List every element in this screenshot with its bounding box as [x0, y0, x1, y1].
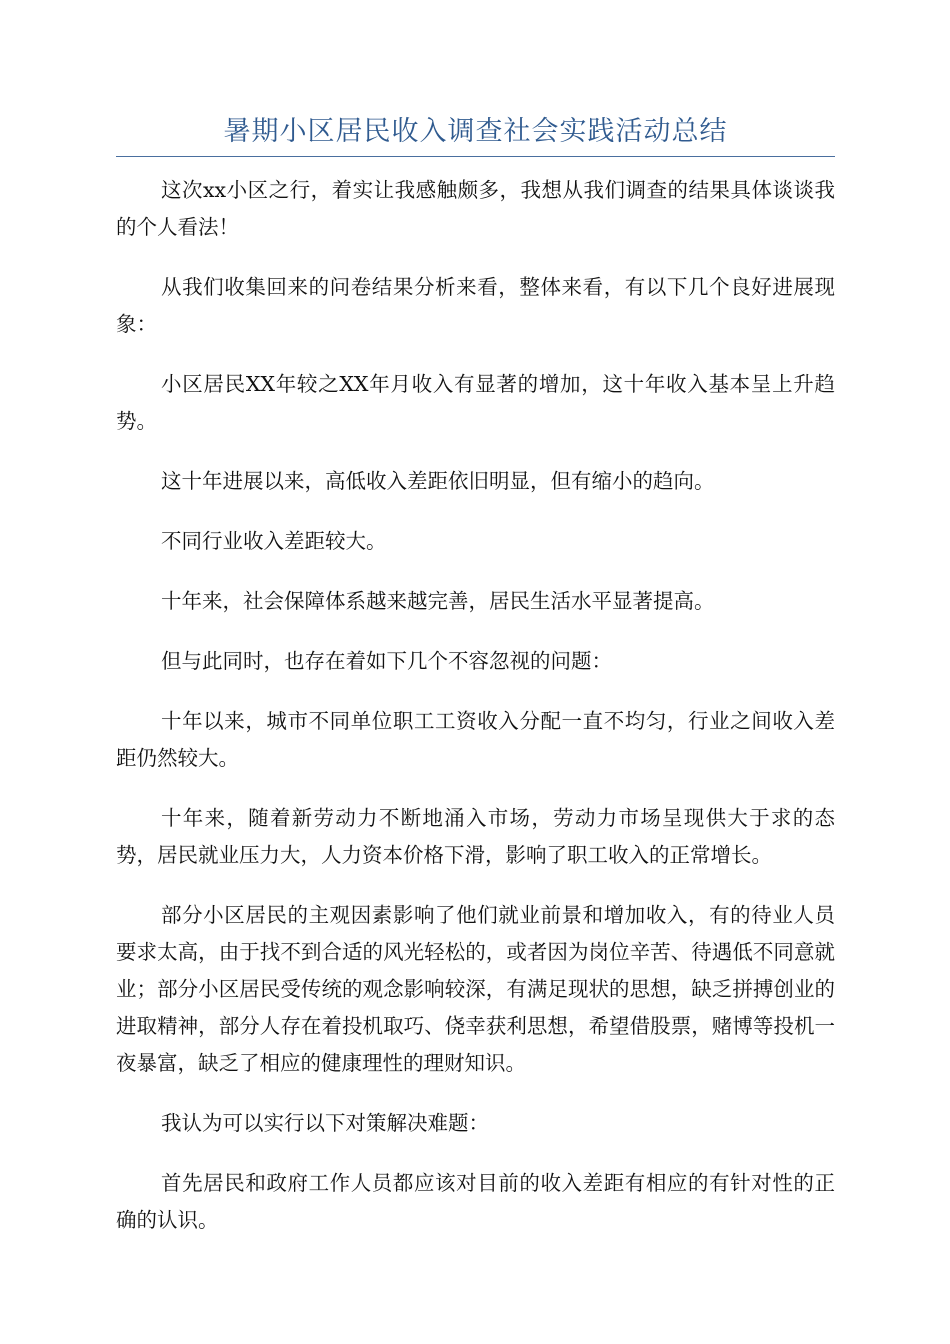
paragraph: 这次xx小区之行，着实让我感触颇多，我想从我们调查的结果具体谈谈我的个人看法！ — [116, 178, 835, 239]
paragraph: 首先居民和政府工作人员都应该对目前的收入差距有相应的有针对性的正确的认识。 — [116, 1171, 835, 1232]
page-title: 暑期小区居民收入调查社会实践活动总结 — [223, 116, 728, 147]
paragraph: 十年来，随着新劳动力不断地涌入市场，劳动力市场呈现供大于求的态势，居民就业压力大，人力资本价格下滑，影响了职工收入的正常增长。 — [116, 806, 835, 867]
paragraph: 这十年进展以来，高低收入差距依旧明显，但有缩小的趋向。 — [161, 469, 715, 493]
paragraph: 十年以来，城市不同单位职工工资收入分配一直不均匀，行业之间收入差距仍然较大。 — [116, 709, 835, 770]
paragraph: 但与此同时，也存在着如下几个不容忽视的问题： — [161, 649, 612, 673]
paragraph: 从我们收集回来的问卷结果分析来看，整体来看，有以下几个良好进展现象： — [116, 275, 835, 336]
document-body — [116, 172, 835, 1262]
paragraph: 我认为可以实行以下对策解决难题： — [161, 1111, 489, 1135]
paragraph: 小区居民XX年较之XX年月收入有显著的增加，这十年收入基本呈上升趋势。 — [116, 372, 835, 433]
paragraph: 部分小区居民的主观因素影响了他们就业前景和增加收入，有的待业人员要求太高，由于找不到合适的风光轻松的，或者因为岗位辛苦、待遇低不同意就业；部分小区居民受传统的观念影响较深，有满足现状的思想，缺乏拼搏创业的进取精神，部分人存在着投机取巧、侥幸获利思想，希望借股票，赌博等投机一夜暴富，缺乏了相应的健康理性的理财知识。 — [116, 903, 835, 1075]
title-block — [116, 112, 835, 157]
paragraph: 十年来，社会保障体系越来越完善，居民生活水平显著提高。 — [161, 589, 715, 613]
paragraph: 不同行业收入差距较大。 — [161, 529, 387, 553]
